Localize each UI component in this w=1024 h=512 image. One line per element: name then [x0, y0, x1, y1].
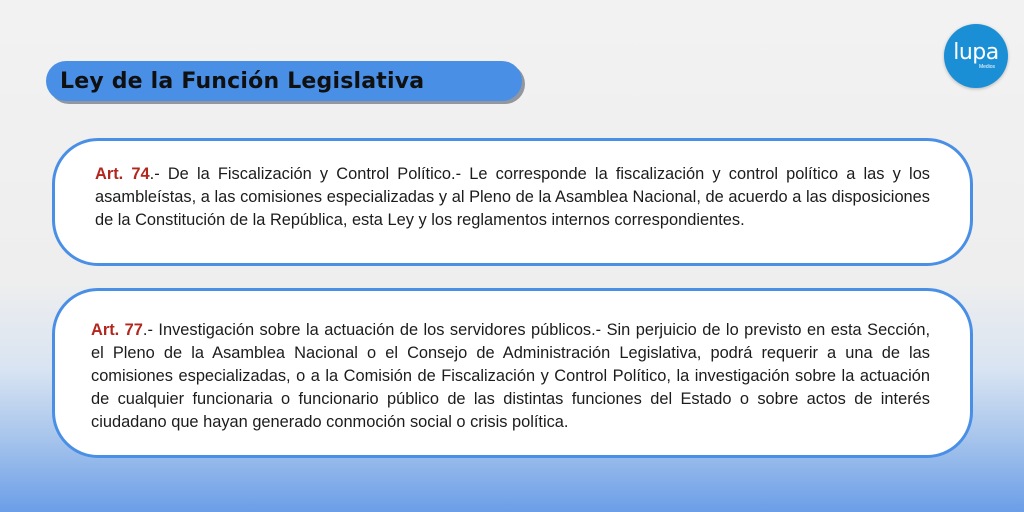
article-text: .- Investigación sobre la actuación de los servidores públicos.- Sin perjuicio de lo previsto en esta Sección, el Pleno de la Asamblea Nacional o el Consejo de Administración Legislativa, podrá requerir a una de las comisiones especializadas, o a la Comisión de Fiscalización y Control Político, la investigación sobre la actuación de cualquier funcionaria o funcionario público de las distintas funciones del Estado o sobre actos de interés ciudadano que hayan generado conmoción social o crisis política. — [91, 321, 931, 431]
article-card-77 — [52, 288, 973, 458]
page-title: Ley de la Función Legislativa — [60, 68, 425, 94]
logo-subtitle: Medios — [978, 64, 996, 70]
title-banner — [46, 61, 522, 101]
article-paragraph — [91, 319, 930, 434]
lupa-logo — [944, 24, 1008, 88]
article-card-74 — [52, 138, 973, 266]
article-paragraph — [95, 163, 930, 232]
article-label: Art. 77 — [91, 321, 143, 339]
logo-word: lupa — [953, 40, 999, 65]
article-text: .- De la Fiscalización y Control Político.- Le corresponde la fiscalización y control político a las y los asambleístas, a las comisiones especializadas y al Pleno de la Asamblea Nacional, de acuerdo a las disposiciones de la Constitución de la República, esta Ley y los reglamentos internos correspondientes. — [95, 165, 930, 229]
article-label: Art. 74 — [95, 165, 150, 183]
